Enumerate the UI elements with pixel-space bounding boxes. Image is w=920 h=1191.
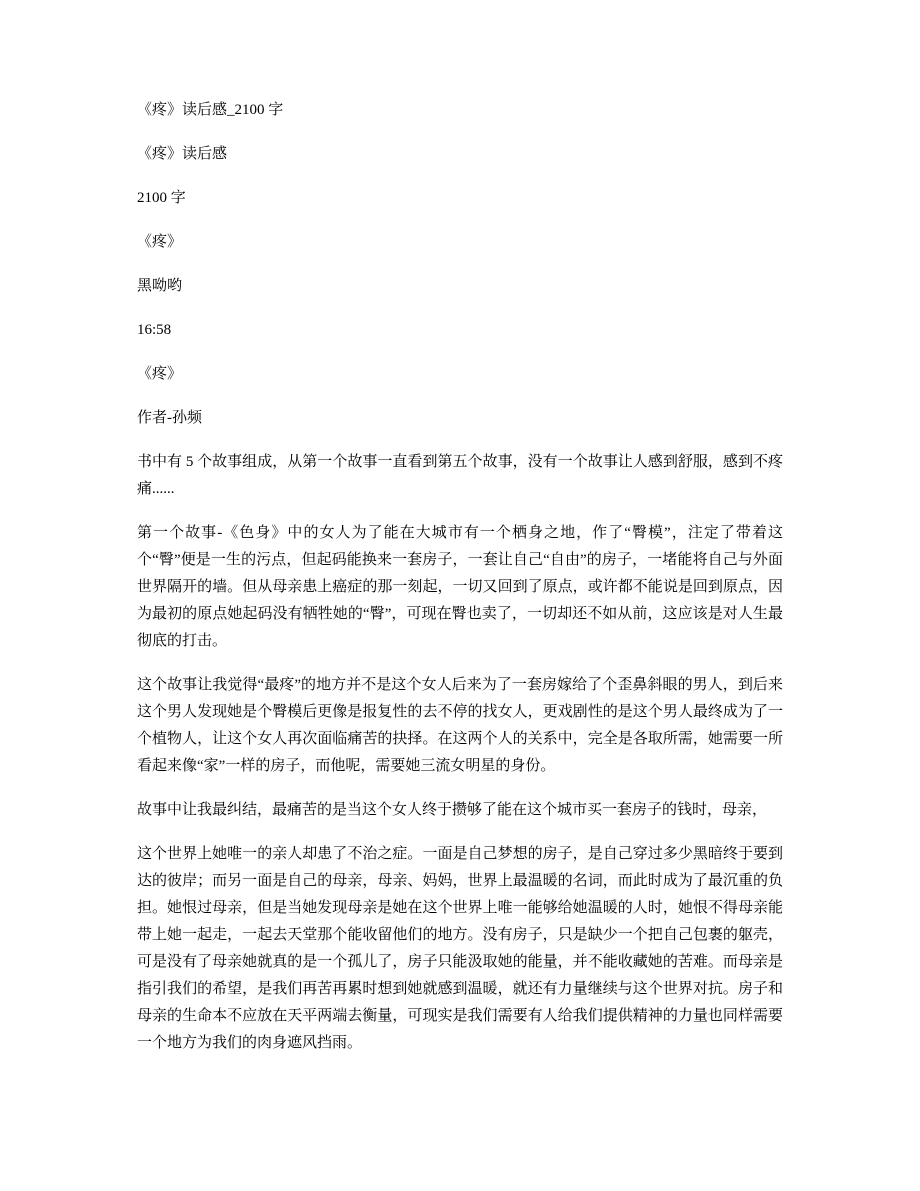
book-title-line: 《疼》 [137, 234, 183, 250]
timestamp-line: 16:58 [137, 322, 172, 338]
paragraph-1: 书中有 5 个故事组成，从第一个故事一直看到第五个故事，没有一个故事让人感到舒服，感到不疼痛...... [137, 454, 783, 497]
book-title-repeat-line: 《疼》 [137, 366, 183, 382]
word-count-line: 2100 字 [137, 190, 186, 206]
nickname-line: 黑呦哟 [137, 278, 183, 294]
paragraph-5: 这个世界上她唯一的亲人却患了不治之症。一面是自己梦想的房子，是自己穿过多少黑暗终于要到达的彼岸；而另一面是自己的母亲，母亲、妈妈，世界上最温暖的名词，而此时成为了最沉重的负担。她恨过母亲，但是当她发现母亲是她在这个世界上唯一能够给她温暖的人时，她恨不得母亲能带上她一起走，一起去天堂那个能收留他们的地方。没有房子，只是缺少一个把自己包裹的躯壳，可是没有了母亲她就真的是一个孤儿了，房子只能汲取她的能量，并不能收藏她的苦难。而母亲是指引我们的希望，是我们再苦再累时想到她就感到温暖，就还有力量继续与这个世界对抗。房子和母亲的生命本不应放在天平两端去衡量，可现实是我们需要有人给我们提供精神的力量也同样需要一个地方为我们的肉身遮风挡雨。 [137, 846, 783, 1051]
doc-subtitle-line: 《疼》读后感 [137, 146, 228, 162]
paragraph-2: 第一个故事-《色身》中的女人为了能在大城市有一个栖身之地，作了“臀模”，注定了带着这个“臀”便是一生的污点，但起码能换来一套房子，一套让自己“自由”的房子，一堵能将自己与外面世界隔开的墙。但从母亲患上癌症的那一刻起，一切又回到了原点，或许都不能说是回到原点，因为最初的原点她起码没有牺牲她的“臀”，可现在臀也卖了，一切却还不如从前，这应该是对人生最彻底的打击。 [137, 525, 783, 649]
author-line: 作者-孙频 [137, 410, 202, 426]
doc-title-line: 《疼》读后感_2100 字 [137, 102, 284, 118]
paragraph-4: 故事中让我最纠结，最痛苦的是当这个女人终于攒够了能在这个城市买一套房子的钱时，母亲， [137, 802, 768, 818]
paragraph-3: 这个故事让我觉得“最疼”的地方并不是这个女人后来为了一套房嫁给了个歪鼻斜眼的男人，到后来这个男人发现她是个臀模后更像是报复性的去不停的找女人，更戏剧性的是这个男人最终成为了一个植物人，让这个女人再次面临痛苦的抉择。在这两个人的关系中，完全是各取所需，她需要一所看起来像“家”一样的房子，而他呢，需要她三流女明星的身份。 [137, 677, 783, 774]
